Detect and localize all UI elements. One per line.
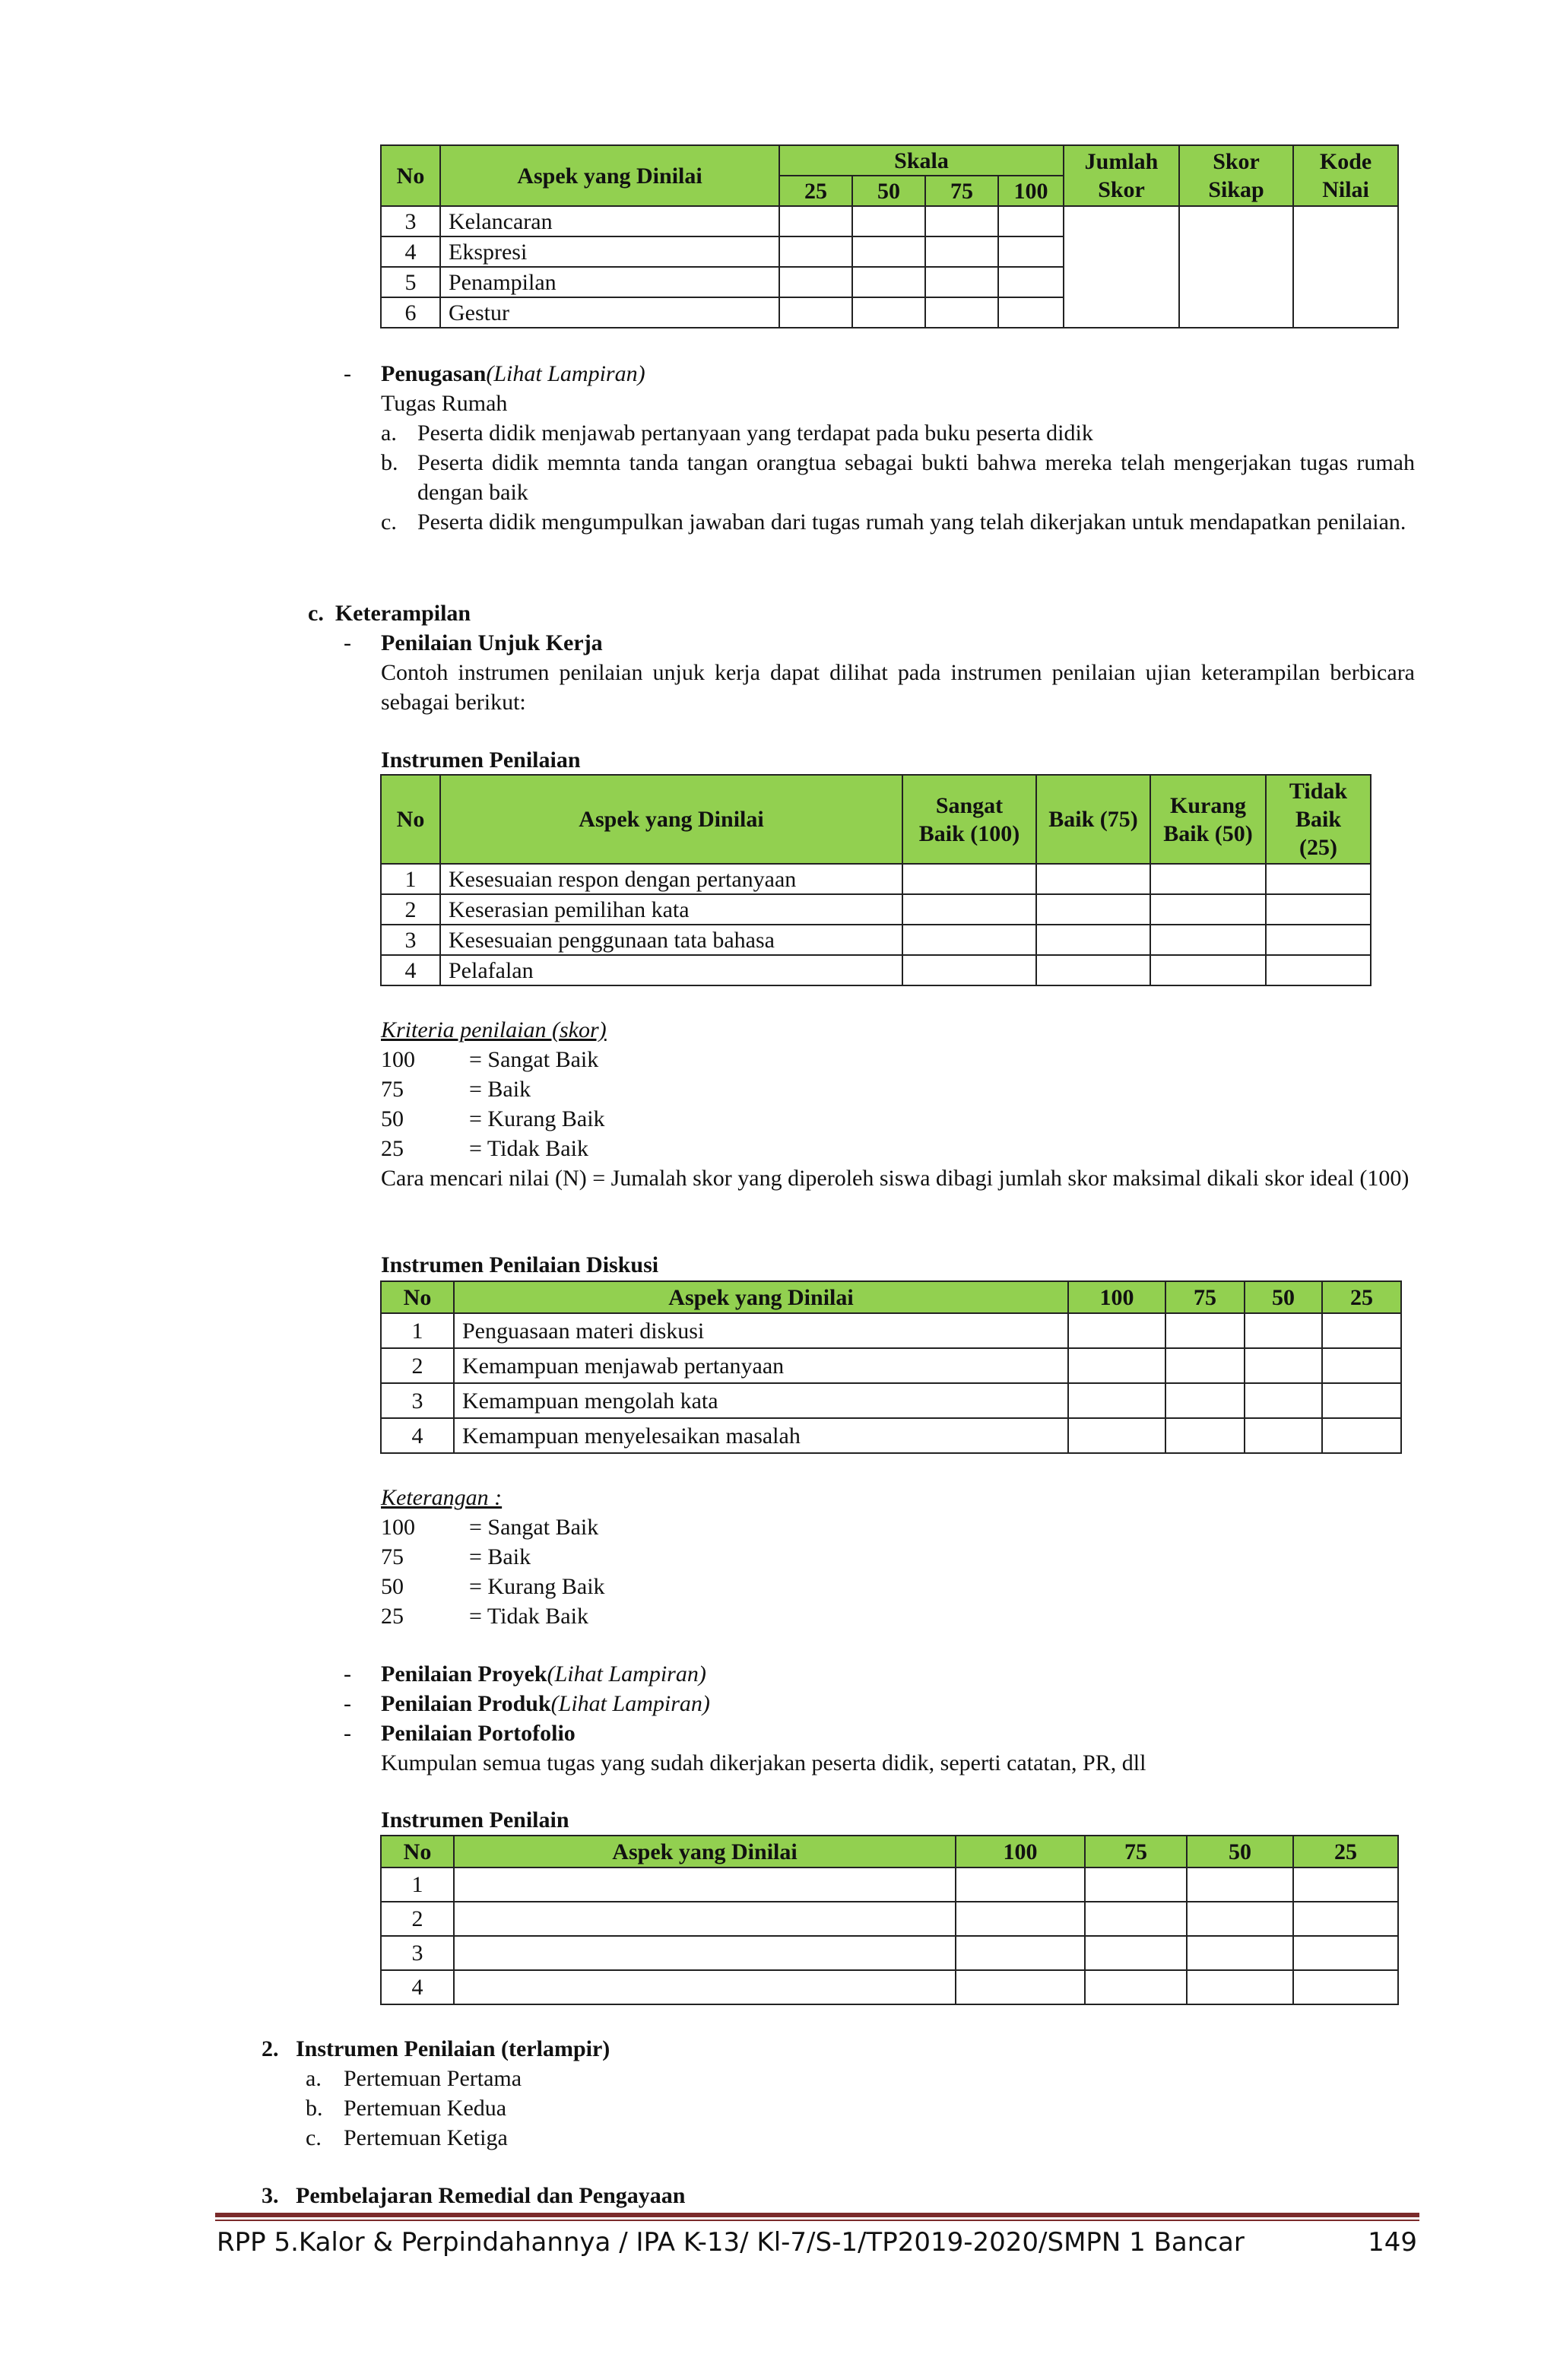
list-item (381, 507, 1415, 537)
list-item (381, 1104, 1415, 1134)
table-row (381, 206, 1398, 236)
keterangan-label: = Baik (469, 1544, 531, 1569)
item-mark: a. (381, 420, 397, 446)
score-cell (925, 206, 998, 236)
kriteria-label: = Baik (469, 1077, 531, 1102)
header-no: No (381, 1281, 454, 1313)
row-aspek: Gestur (440, 297, 779, 328)
score-cell (1322, 1348, 1401, 1383)
score-cell (1322, 1313, 1401, 1348)
score-cell (902, 864, 1036, 894)
score-cell (1068, 1418, 1165, 1453)
section3-heading: 3. Pembelajaran Remedial dan Pengayaan (262, 2183, 686, 2208)
score-cell (902, 894, 1036, 925)
table-row (381, 894, 1371, 925)
score-cell (779, 206, 852, 236)
keterangan-block (381, 1483, 1415, 1631)
score-cell (1085, 1936, 1187, 1970)
row-no: 4 (381, 955, 440, 985)
score-cell (1036, 864, 1150, 894)
header-aspek: Aspek yang Dinilai (440, 145, 779, 206)
row-no: 4 (381, 236, 440, 267)
portofolio-title: Penilaian Portofolio (381, 1721, 576, 1746)
produk-bullet: - (344, 1691, 351, 1716)
header-50: 50 (1245, 1281, 1322, 1313)
table-row (381, 1348, 1401, 1383)
item-mark: c. (381, 509, 397, 535)
row-no: 2 (381, 894, 440, 925)
header-kode-nilai: Kode Nilai (1293, 145, 1398, 206)
footer-rule (215, 2220, 1419, 2221)
instrumen2-title: Instrumen Penilain (381, 1807, 569, 1833)
score-cell (1036, 955, 1150, 985)
score-cell (956, 1970, 1085, 2004)
list-item (381, 1512, 1415, 1542)
score-cell (998, 236, 1064, 267)
score-cell (1187, 1902, 1293, 1936)
aspek-cell (454, 1902, 956, 1936)
item-text: Pertemuan Pertama (344, 2066, 522, 2091)
row-aspek: Keserasian pemilihan kata (440, 894, 902, 925)
header-75: 75 (1165, 1281, 1245, 1313)
jumlah-skor-cell (1064, 206, 1179, 328)
aspek-cell (454, 1970, 956, 2004)
row-no: 4 (381, 1970, 454, 2004)
kriteria-score: 25 (381, 1136, 404, 1161)
keterangan-title: Keterangan : (381, 1485, 503, 1510)
score-cell (956, 1902, 1085, 1936)
row-aspek: Kemampuan menyelesaikan masalah (454, 1418, 1068, 1453)
row-no: 6 (381, 297, 440, 328)
score-cell (1085, 1902, 1187, 1936)
score-cell (1245, 1383, 1322, 1418)
score-cell (852, 236, 925, 267)
row-aspek: Pelafalan (440, 955, 902, 985)
kriteria-title: Kriteria penilaian (skor) (381, 1017, 607, 1042)
score-cell (1245, 1418, 1322, 1453)
score-cell (1322, 1418, 1401, 1453)
header-skala: Skala (779, 145, 1064, 176)
row-aspek: Ekspresi (440, 236, 779, 267)
row-no: 2 (381, 1348, 454, 1383)
header-jumlah-skor: Jumlah Skor (1064, 145, 1179, 206)
keterangan-score: 100 (381, 1515, 415, 1540)
produk-title: Penilaian Produk (381, 1691, 551, 1716)
unjuk-text: Contoh instrumen penilaian unjuk kerja dapat dilihat pada instrumen penilaian ujian keterampilan berbicara sebagai berikut: (381, 660, 1415, 715)
diskusi-title: Instrumen Penilaian Diskusi (381, 1252, 659, 1277)
unjuk-title: Penilaian Unjuk Kerja (381, 630, 603, 655)
score-cell (779, 236, 852, 267)
penugasan-note: (Lihat Lampiran) (486, 361, 645, 386)
instrumen2-table (380, 1835, 1399, 2005)
kriteria-label: = Sangat Baik (469, 1047, 599, 1072)
proyek-title: Penilaian Proyek (381, 1661, 547, 1687)
row-aspek: Kesesuaian respon dengan pertanyaan (440, 864, 902, 894)
row-no: 4 (381, 1418, 454, 1453)
list-item (306, 2064, 990, 2093)
keterangan-label: = Sangat Baik (469, 1515, 599, 1540)
score-cell (1150, 864, 1266, 894)
header-aspek: Aspek yang Dinilai (454, 1281, 1068, 1313)
list-item (381, 1134, 1415, 1163)
scale-25: 25 (779, 176, 852, 206)
footer-text: RPP 5.Kalor & Perpindahannya / IPA K-13/ Kl-7/S-1/TP2019-2020/SMPN 1 Bancar (217, 2227, 1245, 2258)
table-row (381, 1418, 1401, 1453)
score-cell (1150, 894, 1266, 925)
score-cell (852, 206, 925, 236)
keterampilan-heading: c. Keterampilan (308, 601, 471, 626)
row-aspek: Kelancaran (440, 206, 779, 236)
list-item (381, 1601, 1415, 1631)
header-baik: Baik (75) (1036, 775, 1150, 864)
list-item (381, 1074, 1415, 1104)
item-mark: a. (306, 2066, 322, 2091)
score-cell (925, 297, 998, 328)
score-cell (1068, 1313, 1165, 1348)
list-item (381, 418, 1415, 448)
portofolio-text: Kumpulan semua tugas yang sudah dikerjakan peserta didik, seperti catatan, PR, dll (381, 1750, 1146, 1775)
aspek-cell (454, 1936, 956, 1970)
scale-75: 75 (925, 176, 998, 206)
score-cell (956, 1868, 1085, 1902)
score-cell (902, 955, 1036, 985)
score-cell (1165, 1348, 1245, 1383)
penugasan-block (381, 359, 1415, 537)
instrumen1-table (380, 774, 1371, 986)
score-cell (1266, 955, 1371, 985)
keterangan-score: 75 (381, 1544, 404, 1569)
header-aspek: Aspek yang Dinilai (440, 775, 902, 864)
item-text: Peserta didik menjawab pertanyaan yang terdapat pada buku peserta didik (417, 420, 1093, 446)
kode-nilai-cell (1293, 206, 1398, 328)
score-cell (779, 297, 852, 328)
table-row (381, 925, 1371, 955)
row-no: 5 (381, 267, 440, 297)
score-cell (998, 297, 1064, 328)
score-cell (1266, 864, 1371, 894)
score-cell (1322, 1383, 1401, 1418)
table-row (381, 1383, 1401, 1418)
row-aspek: Penguasaan materi diskusi (454, 1313, 1068, 1348)
item-text: Pertemuan Ketiga (344, 2125, 508, 2150)
header-skor-sikap: Skor Sikap (1179, 145, 1293, 206)
kriteria-score: 75 (381, 1077, 404, 1102)
row-no: 3 (381, 1936, 454, 1970)
unjuk-bullet: - (344, 630, 351, 655)
proyek-note: (Lihat Lampiran) (547, 1661, 706, 1687)
skor-sikap-cell (1179, 206, 1293, 328)
score-cell (925, 236, 998, 267)
penugasan-bullet: - (344, 361, 351, 386)
item-text: Pertemuan Kedua (344, 2096, 507, 2121)
table-row (381, 864, 1371, 894)
keterangan-score: 25 (381, 1604, 404, 1629)
score-cell (1036, 925, 1150, 955)
item-mark: b. (306, 2096, 323, 2121)
score-cell (998, 267, 1064, 297)
kriteria-formula: Cara mencari nilai (N) = Jumalah skor yang diperoleh siswa dibagi jumlah skor maksimal dikali skor ideal (100) (381, 1166, 1410, 1191)
score-cell (1165, 1418, 1245, 1453)
score-cell (852, 267, 925, 297)
kriteria-block (381, 1015, 1415, 1193)
aspek-cell (454, 1868, 956, 1902)
table-row (381, 1902, 1398, 1936)
table-row (381, 1936, 1398, 1970)
score-cell (1266, 894, 1371, 925)
row-aspek: Kemampuan mengolah kata (454, 1383, 1068, 1418)
list-item (381, 1542, 1415, 1572)
header-25: 25 (1293, 1836, 1398, 1868)
row-no: 1 (381, 1313, 454, 1348)
penugasan-title: Penugasan (381, 361, 487, 386)
row-no: 1 (381, 1868, 454, 1902)
header-25: 25 (1322, 1281, 1401, 1313)
page-number: 149 (1368, 2227, 1417, 2258)
list-item (306, 2093, 990, 2123)
row-aspek: Kemampuan menjawab pertanyaan (454, 1348, 1068, 1383)
header-aspek: Aspek yang Dinilai (454, 1836, 956, 1868)
header-kurang-baik: Kurang Baik (50) (1150, 775, 1266, 864)
score-cell (998, 206, 1064, 236)
score-cell (1293, 1936, 1398, 1970)
score-cell (1150, 925, 1266, 955)
section2-list (306, 2064, 990, 2153)
score-cell (1165, 1383, 1245, 1418)
item-text: Peserta didik mengumpulkan jawaban dari tugas rumah yang telah dikerjakan untuk mendapatkan penilaian. (417, 509, 1406, 535)
score-cell (1085, 1970, 1187, 2004)
section2-heading: 2. Instrumen Penilaian (terlampir) (262, 2036, 610, 2061)
score-cell (902, 925, 1036, 955)
score-cell (1293, 1902, 1398, 1936)
item-text: Peserta didik memnta tanda tangan orangtua sebagai bukti bahwa mereka telah mengerjakan tugas rumah dengan baik (417, 450, 1415, 505)
header-100: 100 (956, 1836, 1085, 1868)
score-cell (1165, 1313, 1245, 1348)
kriteria-label: = Tidak Baik (469, 1136, 588, 1161)
footer-rule (215, 2213, 1419, 2217)
keterangan-label: = Tidak Baik (469, 1604, 588, 1629)
row-no: 1 (381, 864, 440, 894)
score-cell (1187, 1868, 1293, 1902)
list-item (381, 1045, 1415, 1074)
item-mark: c. (306, 2125, 322, 2150)
diskusi-table (380, 1280, 1402, 1454)
score-cell (1150, 955, 1266, 985)
row-aspek: Penampilan (440, 267, 779, 297)
header-no: No (381, 145, 440, 206)
scale-100: 100 (998, 176, 1064, 206)
score-cell (779, 267, 852, 297)
score-cell (1266, 925, 1371, 955)
table-row (381, 1970, 1398, 2004)
score-cell (956, 1936, 1085, 1970)
kriteria-label: = Kurang Baik (469, 1106, 605, 1131)
score-cell (1187, 1970, 1293, 2004)
score-cell (1293, 1868, 1398, 1902)
scale-50: 50 (852, 176, 925, 206)
header-50: 50 (1187, 1836, 1293, 1868)
header-no: No (381, 775, 440, 864)
row-no: 3 (381, 925, 440, 955)
table-row (381, 1868, 1398, 1902)
unjuk-block (381, 628, 1415, 717)
produk-note: (Lihat Lampiran) (550, 1691, 710, 1716)
table-row (381, 1313, 1401, 1348)
penugasan-subtitle: Tugas Rumah (381, 391, 508, 416)
header-100: 100 (1068, 1281, 1165, 1313)
header-no: No (381, 1836, 454, 1868)
score-cell (1068, 1348, 1165, 1383)
instrumen1-title: Instrumen Penilaian (381, 747, 581, 773)
header-75: 75 (1085, 1836, 1187, 1868)
header-tidak-baik: Tidak Baik (25) (1266, 775, 1371, 864)
item-mark: b. (381, 450, 398, 475)
row-no: 3 (381, 1383, 454, 1418)
penilaian-lain-block (381, 1659, 1415, 1778)
score-cell (1068, 1383, 1165, 1418)
score-cell (1036, 894, 1150, 925)
table-row (381, 955, 1371, 985)
skala-table (380, 144, 1399, 328)
kriteria-score: 50 (381, 1106, 404, 1131)
row-aspek: Kesesuaian penggunaan tata bahasa (440, 925, 902, 955)
score-cell (1293, 1970, 1398, 2004)
proyek-bullet: - (344, 1661, 351, 1687)
score-cell (1187, 1936, 1293, 1970)
score-cell (1245, 1348, 1322, 1383)
list-item (381, 448, 1415, 507)
row-no: 3 (381, 206, 440, 236)
list-item (381, 1572, 1415, 1601)
score-cell (925, 267, 998, 297)
keterangan-score: 50 (381, 1574, 404, 1599)
list-item (306, 2123, 990, 2153)
score-cell (1085, 1868, 1187, 1902)
score-cell (852, 297, 925, 328)
header-sangat-baik: Sangat Baik (100) (902, 775, 1036, 864)
row-no: 2 (381, 1902, 454, 1936)
kriteria-score: 100 (381, 1047, 415, 1072)
keterangan-label: = Kurang Baik (469, 1574, 605, 1599)
score-cell (1245, 1313, 1322, 1348)
portofolio-bullet: - (344, 1721, 351, 1746)
